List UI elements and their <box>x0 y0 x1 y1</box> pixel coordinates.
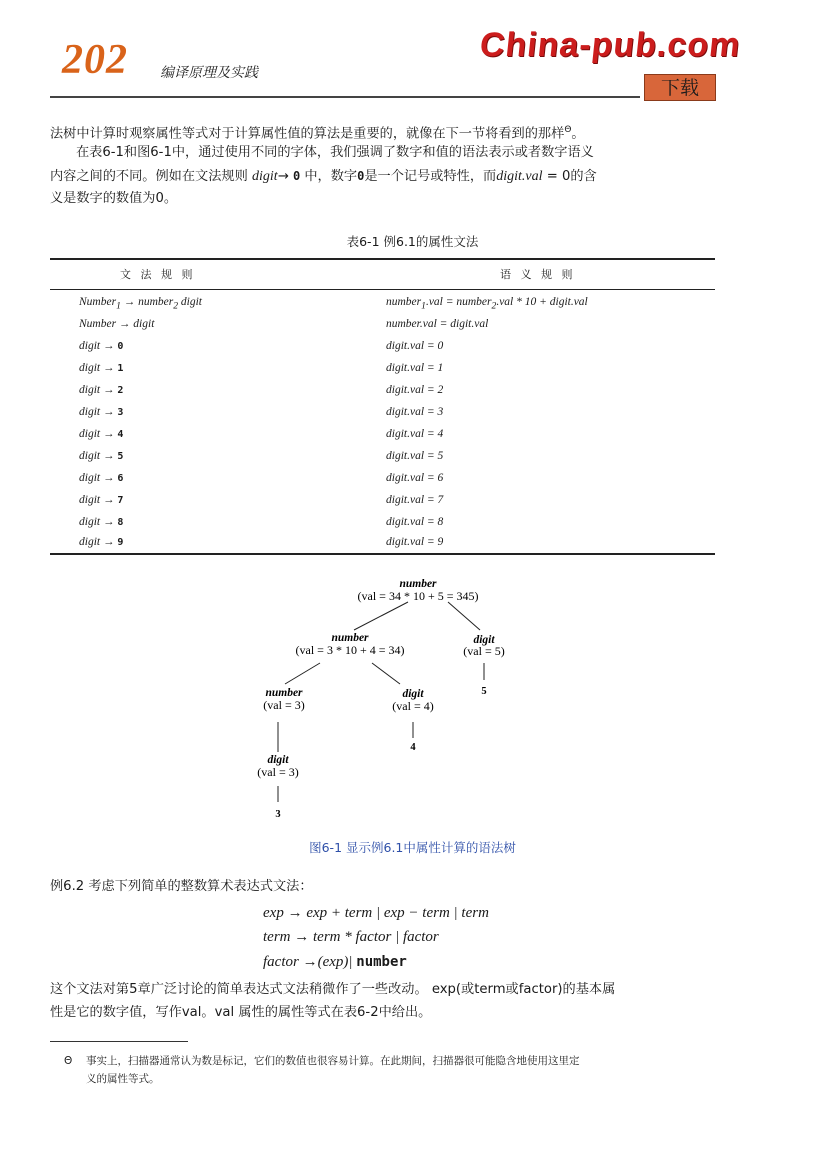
table-row-semantic: digit.val = 7 <box>386 494 444 506</box>
table-row-rule: digit → 7 <box>79 494 124 506</box>
leaf-3: 3 <box>275 809 281 820</box>
header-grammar-rule: 文 法 规 则 <box>120 268 196 281</box>
footnote-ref[interactable]: Θ <box>564 125 572 135</box>
table-bottom-rule <box>50 553 715 555</box>
book-title: 编译原理及实践 <box>160 66 258 81</box>
table-caption: 表6-1 例6.1的属性文法 <box>346 234 479 249</box>
example-intro-text: 考虑下列简单的整数算术表达式文法： <box>84 879 313 894</box>
node-number2-val: (val = 3) <box>263 698 305 712</box>
node-root-val: (val = 34 * 10 + 5 = 345) <box>357 589 479 603</box>
p2-text-i: = 0的含 <box>542 169 597 184</box>
edge-number-digit <box>372 663 400 684</box>
table-top-rule <box>50 258 715 260</box>
footnote <box>64 1052 724 1088</box>
table-header-rule <box>50 289 715 290</box>
edge-number-number <box>285 663 320 684</box>
node-number-name: number <box>331 632 369 644</box>
leaf-4: 4 <box>410 742 416 753</box>
header-rule <box>50 96 640 98</box>
node-digit5-val: (val = 5) <box>463 644 505 658</box>
edge-root-number <box>354 602 408 630</box>
table-row-semantic: digit.val = 9 <box>386 536 444 548</box>
paragraph-1-text: 法树中计算时观察属性等式对于计算属性值的算法是重要的，就像在下一节将看到的那样 <box>50 126 565 142</box>
p2-text-a: 内容之间的不同。例如在文法规则 <box>50 169 253 184</box>
grammar-number-token: number <box>356 954 407 970</box>
p2-text-e: 中，数字 <box>300 169 358 184</box>
table-row-semantic: digit.val = 4 <box>386 428 444 440</box>
example-intro <box>50 876 716 898</box>
p2-token-0b: 0 <box>357 169 365 183</box>
table-row-semantic: digit.val = 2 <box>386 384 444 396</box>
node-digit5-name: digit <box>473 634 495 646</box>
example-after-line-1: 这个文法对第5章广泛讨论的简单表达式文法稍微作了一些改动。 exp(或term或factor)的基本属 <box>50 982 616 997</box>
footnote-line-1: Θ 事实上，扫描器通常认为数是标记，它们的数值也很容易计算。在此期间，扫描器很可能隐含地使用这里定 <box>64 1052 724 1070</box>
node-digit3-val: (val = 3) <box>257 765 299 779</box>
paragraph-2-line-3: 义是数字的数值为0。 <box>50 191 178 206</box>
p2-digit: digit <box>252 169 278 184</box>
p2-arrow: → <box>277 169 293 184</box>
node-number-val: (val = 3 * 10 + 4 = 34) <box>295 643 405 657</box>
p2-digit-val: digit.val <box>496 169 543 184</box>
table-row-rule: Number$_1$ → number$_2$ digit <box>79 296 203 312</box>
page-number: 202 <box>62 37 128 83</box>
leaf-5: 5 <box>481 686 487 697</box>
example-label: 例6.2 <box>50 879 85 894</box>
table-row-semantic: digit.val = 5 <box>386 450 444 462</box>
grammar-line-exp: exp → exp + term | exp − term | term <box>263 905 489 921</box>
table-row-rule: digit → 8 <box>79 516 124 528</box>
node-digit4-name: digit <box>402 688 424 700</box>
figure-caption: 图6-1 显示例6.1中属性计算的语法树 <box>309 840 516 855</box>
footnote-line-2: 义的属性等式。 <box>86 1073 160 1085</box>
table-row-semantic: number$_1$.val = number$_2$.val * 10 + digit.val <box>386 296 588 312</box>
table-row-rule: digit → 0 <box>79 340 124 352</box>
footnote-rule <box>50 1041 188 1042</box>
china-pub-logo: China-pub.com <box>478 26 743 64</box>
grammar-line-factor <box>263 954 407 971</box>
table-row-rule: digit → 4 <box>79 428 124 440</box>
example-after-line-2: 性是它的数字值，写作val。val 属性的属性等式在表6-2中给出。 <box>50 1005 432 1020</box>
table-row-semantic: digit.val = 8 <box>386 516 444 528</box>
paragraph-1-end: 。 <box>571 126 585 142</box>
node-digit4-val: (val = 4) <box>392 699 434 713</box>
table-row-semantic: digit.val = 6 <box>386 472 444 484</box>
grammar-factor-text: factor →(exp)| <box>263 954 357 970</box>
footnote-mark: Θ <box>64 1055 73 1067</box>
table-row-rule: digit → 3 <box>79 406 124 418</box>
header-semantic-rule: 语 义 规 则 <box>500 268 576 281</box>
table-row-rule: digit → 1 <box>79 362 124 374</box>
syntax-tree <box>0 560 825 830</box>
table-row-semantic: digit.val = 1 <box>386 362 444 374</box>
table-row-rule: digit → 6 <box>79 472 124 484</box>
table-row-semantic: number.val = digit.val <box>386 318 489 330</box>
table-row-rule: digit → 9 <box>79 536 124 548</box>
paragraph-2-line-2 <box>50 165 716 188</box>
download-badge: 下载 <box>644 74 716 101</box>
edge-root-digit <box>448 602 480 630</box>
node-root-name: number <box>399 578 437 590</box>
table-row-rule: digit → 2 <box>79 384 124 396</box>
table-row-semantic: digit.val = 0 <box>386 340 444 352</box>
table-row-semantic: digit.val = 3 <box>386 406 444 418</box>
node-number2-name: number <box>265 687 303 699</box>
paragraph-2-line-1: 在表6-1和图6-1中，通过使用不同的字体，我们强调了数字和值的语法表示或者数字语义 <box>76 145 594 160</box>
table-row-rule: digit → 5 <box>79 450 124 462</box>
grammar-line-term: term → term * factor | factor <box>263 929 439 945</box>
p2-text-g: 是一个记号或特性，而 <box>364 169 497 184</box>
node-digit3-name: digit <box>267 754 289 766</box>
table-row-rule: Number → digit <box>79 318 155 330</box>
p2-token-0: 0 <box>292 169 301 183</box>
